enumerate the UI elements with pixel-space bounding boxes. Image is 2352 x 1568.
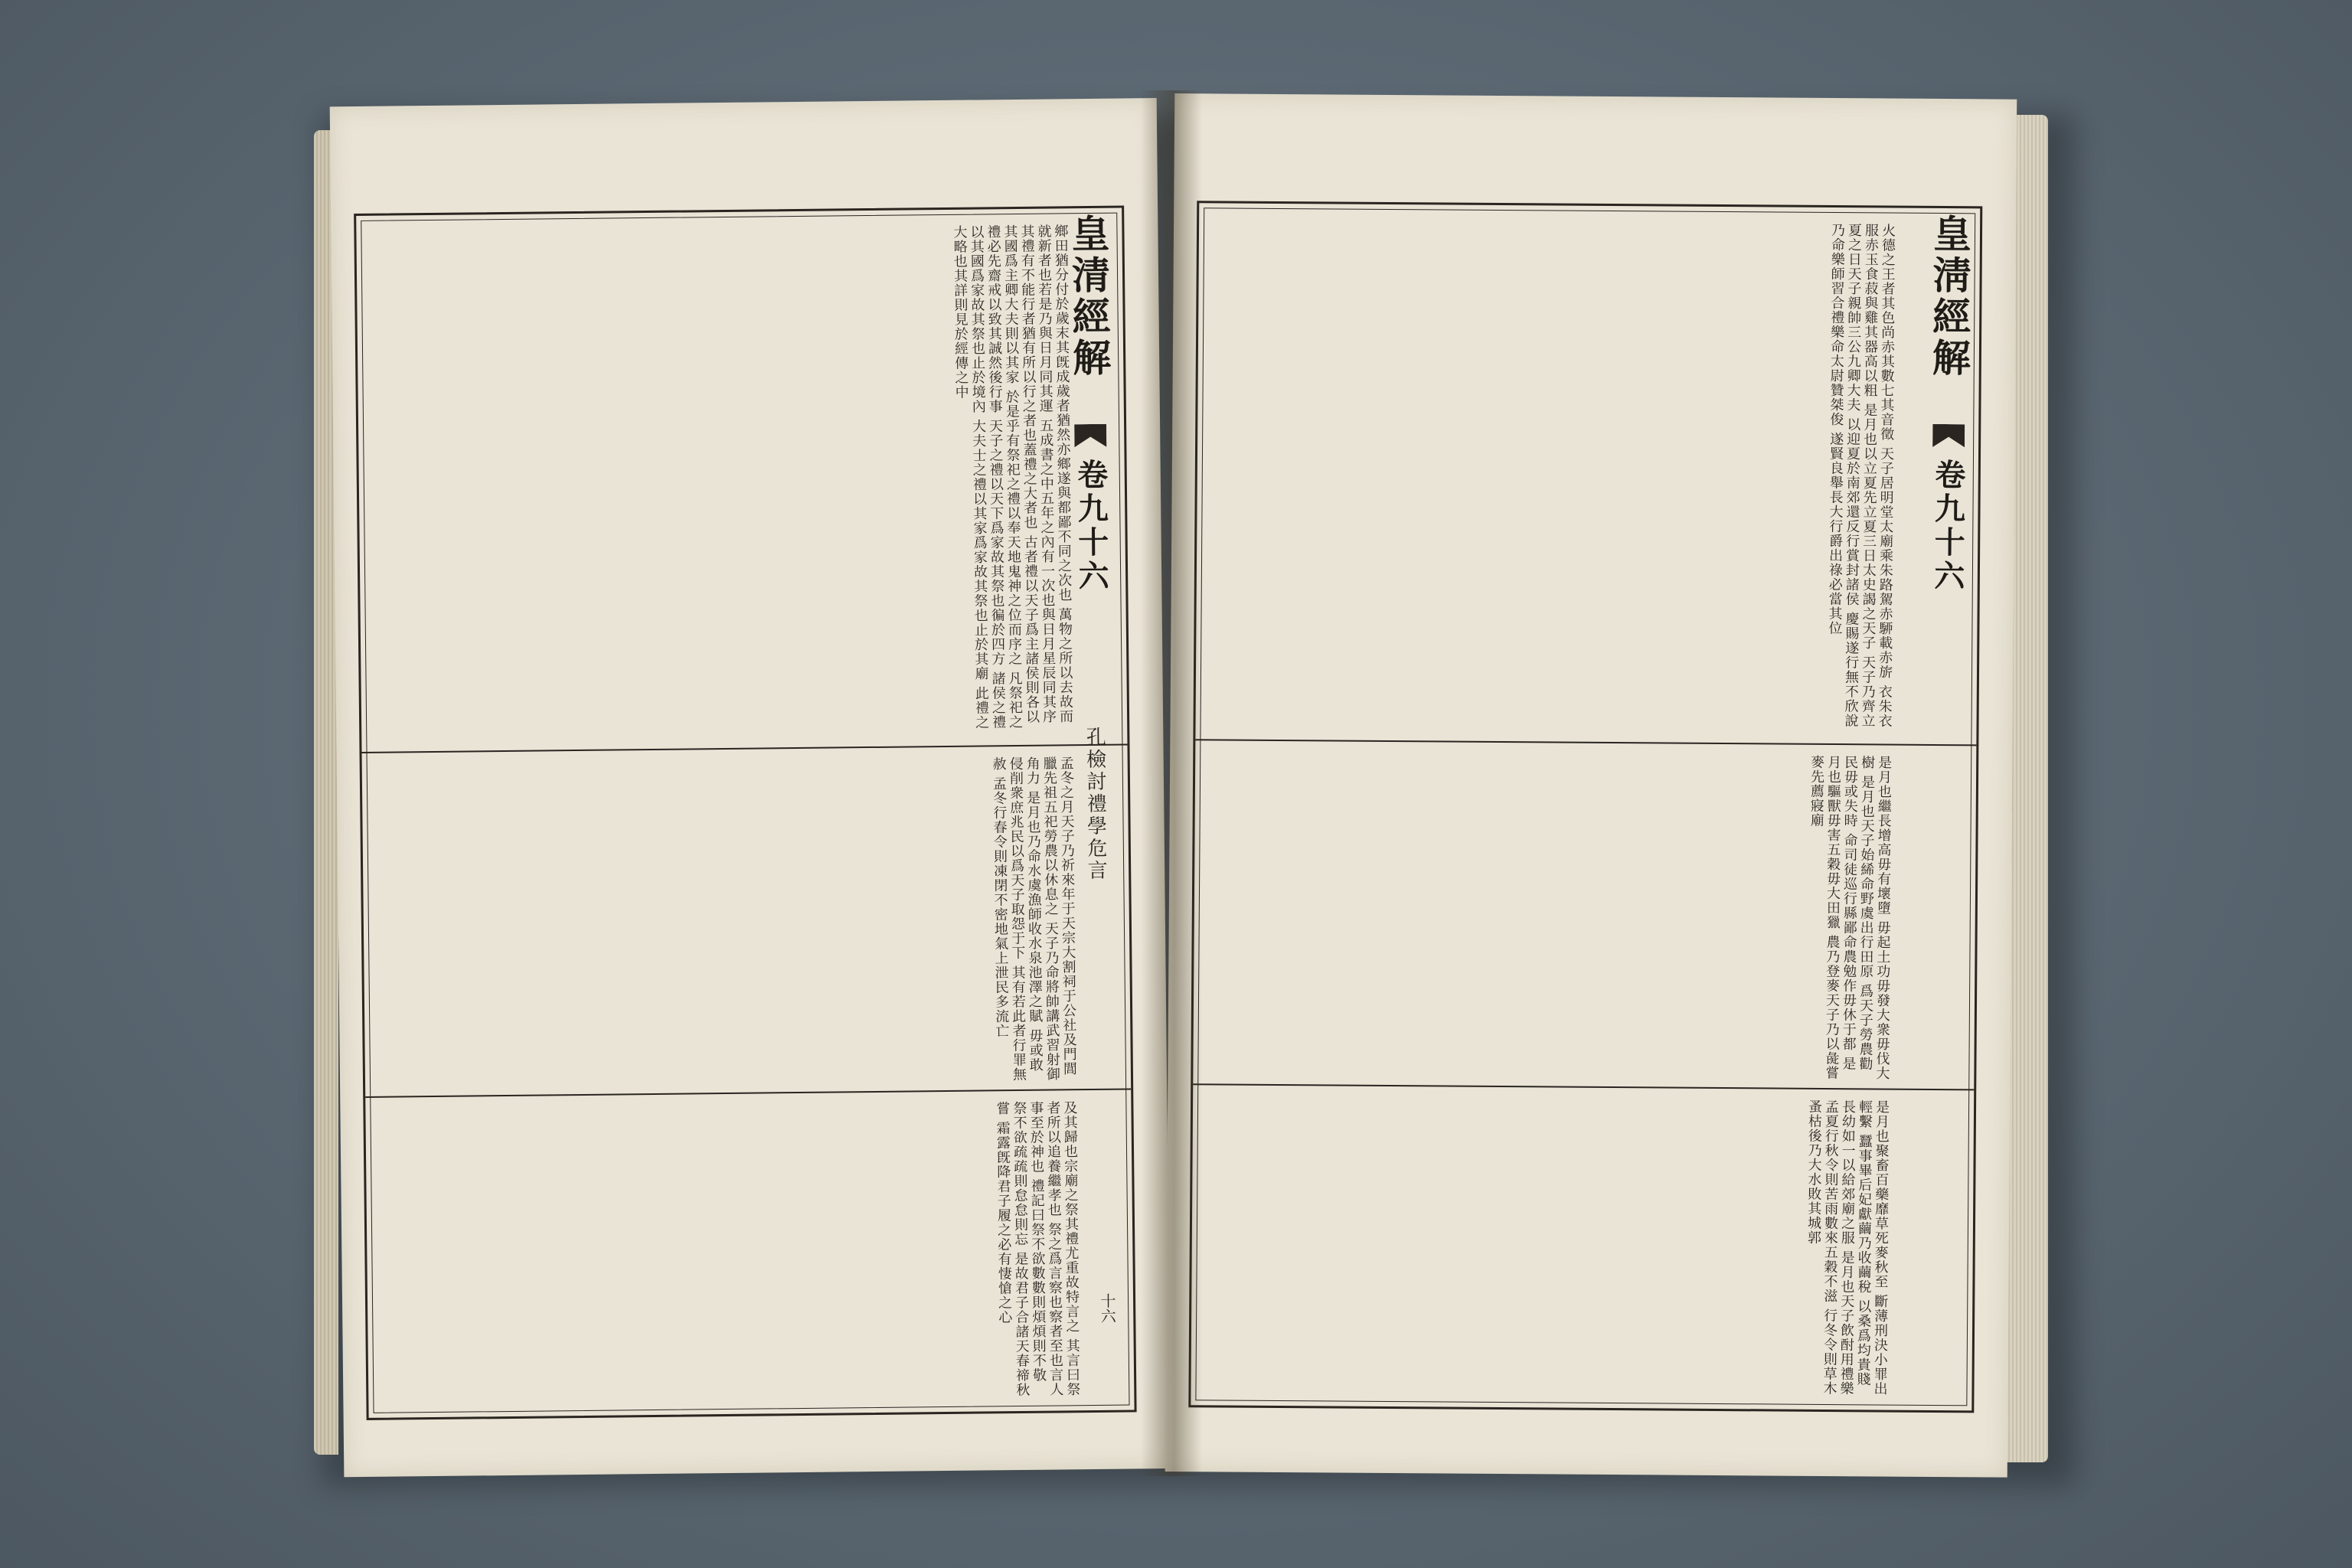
left-middle-text [408,756,1077,1088]
left-lower-text [411,1100,1080,1406]
text-column: 其有若此者行罪無赦 [990,756,1027,1082]
text-column: 孟冬行春令則凍閉不密地氣上泄民多流亡 [990,776,1010,1039]
text-column: 行冬令則草木蚤枯後乃大水敗其城郭 [1805,1099,1838,1396]
text-column: 毋或敢侵削衆庶兆民以爲天子取怨于下 [1007,756,1044,1073]
text-column: 祭之爲言察也察者至也言人事至於神也 [1027,1100,1064,1397]
text-column: 其禮有不能行者猶有所以行之者也蓋禮之大者也 [1018,224,1038,530]
left-juan-number: 卷九十六 [1072,458,1110,594]
left-band-divider-1 [362,743,1128,753]
text-column: 以迎夏於南郊還反行賞封諸侯 [1843,416,1861,607]
right-middle-text [1223,751,1892,1081]
text-column: 是月也驅獸毋害五穀毋大田獵 [1824,754,1857,1071]
right-juan-number: 卷九十六 [1929,458,1966,594]
text-column: 霜露旣降君子履之必有悽愴之心 [994,1120,1013,1325]
left-upper-text [402,224,1073,743]
text-column: 孟夏行秋令則苦雨數來五穀不滋 [1821,1099,1840,1304]
right-band-divider-1 [1195,739,1976,746]
text-column: 衣朱衣服赤玉食菽與雞其器高以粗 [1861,223,1893,729]
text-column: 祭不欲疏疏則怠怠則忘 [1011,1100,1029,1247]
left-marginal-title: 孔檢討禮學危言 [1083,726,1108,883]
text-column: 是故君子合諸天春禘秋嘗 [994,1101,1031,1397]
text-column: 是月也天子飲酎用禮樂 [1838,1250,1855,1396]
text-column: 農乃登麥天子乃以彘嘗麥先薦寢廟 [1808,754,1841,1080]
right-page [1165,93,2017,1478]
text-column: 是月也乃命水虞漁師收水泉池澤之賦 [1024,790,1044,1024]
text-column: 及其歸也宗廟之祭其禮尤重故特言之 [1061,1100,1080,1334]
text-column: 大夫士之禮以其家爲家故其祭也止於其廟 [970,419,989,681]
text-column: 此禮之大略也其詳則見於經傳之中 [951,224,990,730]
text-column: 是月也聚畜百藥靡草死麥秋至 [1872,1099,1890,1289]
right-page-border [1188,201,1982,1413]
text-column: 火德之王者其色尚赤其數七其音徵 [1878,223,1896,442]
text-column: 孟冬之月天子乃祈來年于天宗大割祠于公社及門閭 [1057,756,1077,1076]
text-column: 爲天子勞農勸民毋或失時 [1841,755,1874,1071]
text-column: 古者禮以天子爲主諸侯則各以其國爲主卿大夫則以其家 [1001,224,1040,724]
text-column: 鄉田猶分付於歲末其旣成歲者猶然亦鄉遂與都鄙不同之次也 [1052,224,1073,603]
text-column: 遂賢良舉長大行爵出祿必當其位 [1826,431,1844,635]
right-book-title: 皇淸經解 [1926,213,1973,380]
text-column: 於是乎有祭祀之禮以奉天地鬼神之位而序之 [1003,389,1023,666]
right-lower-text [1221,1095,1890,1398]
text-column: 斷薄刑決小罪出輕繫 [1856,1099,1889,1396]
text-column: 萬物之所以去故而就新者也若是乃與日月同其運 [1035,224,1074,724]
text-column: 天子之禮以天下爲家故其祭也徧於四方 [987,418,1006,667]
text-column: 凡祭祀之禮必先齋戒以致其誠然後行事 [985,224,1024,730]
text-column: 慶賜遂行無不欣說 [1842,611,1860,728]
text-column: 以桑爲均貴賤長幼如一以給郊廟之服 [1838,1099,1872,1387]
text-column: 天子乃命將帥講武習射御角力 [1024,756,1061,1082]
text-column: 臘先祖五祀勞農以休息之 [1040,756,1059,916]
text-column: 蠶事畢后妃獻繭乃收繭稅 [1855,1134,1873,1295]
left-page-border [354,206,1136,1420]
left-band-divider-2 [365,1088,1131,1097]
text-column: 命司徒巡行縣鄙命農勉作毋休于都 [1840,832,1858,1052]
text-column: 五成書之中五年之內有一次也與日月星辰同其序 [1037,418,1057,724]
right-band-divider-2 [1193,1083,1974,1090]
right-upper-text [1226,219,1896,737]
text-column: 天子居明堂太廟乘朱路駕赤駵載赤旂 [1876,446,1895,680]
text-column: 乃命樂師習合禮樂命太尉贊桀俊 [1828,222,1846,427]
text-column: 諸侯之禮以其國爲家故其祭也止於境內 [968,224,1007,730]
text-column: 其言曰祭者所以追養繼孝也 [1044,1100,1081,1397]
text-column: 是月也天子始絺命野虞出行田原 [1857,775,1876,979]
text-column: 天子乃齊立夏之日天子親帥三公九卿大夫 [1844,223,1877,728]
left-book-title: 皇清經解 [1065,213,1112,380]
book-gutter [1141,90,1202,1476]
left-page [330,98,1171,1477]
text-column: 是月也以立夏先立夏三日太史謁之天子 [1860,403,1878,651]
text-column: 是月也繼長增高毋有壞墮 [1874,755,1893,916]
left-page-number: 十六 [1097,1292,1117,1324]
text-column: 禮記曰祭不欲數數則煩煩則不敬 [1028,1178,1047,1383]
text-column: 毋起土功毋發大衆毋伐大樹 [1859,755,1891,1081]
